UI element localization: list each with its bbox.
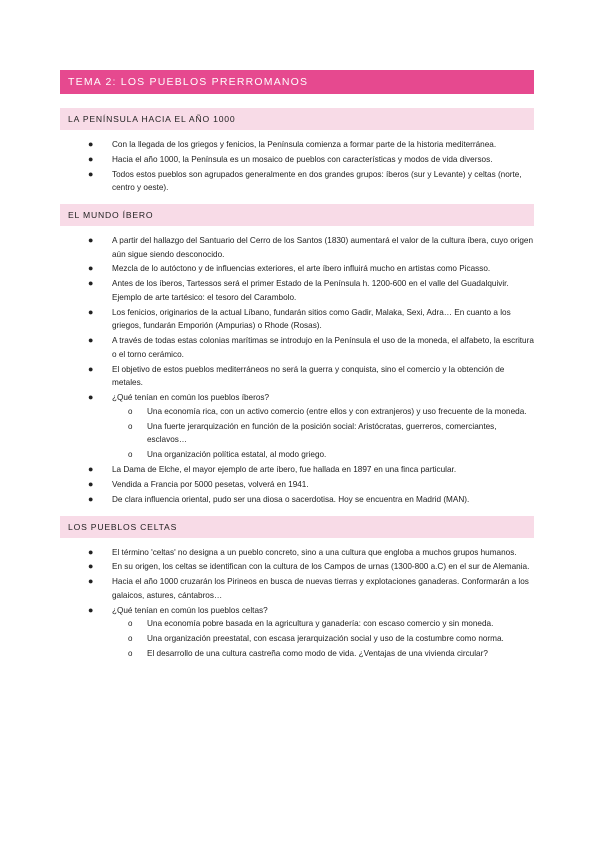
bullet-list [60,546,534,661]
bullet-icon: ● [88,335,94,346]
sub-bullet-list [112,617,534,660]
bullet-icon: ● [88,363,94,374]
bullet-icon: ● [88,479,94,490]
bullet-icon: ● [88,546,94,557]
bullet-icon: ● [88,493,94,504]
bullet-icon: ● [88,278,94,289]
list-item: ● Antes de los íberos, Tartessos será el primer Estado de la Península h. 1200-600 en el valle del Guadalquivir. Ejemplo de arte tartésico: el tesoro del Carambolo. [88,278,509,302]
bullet-icon: ● [88,153,94,164]
circle-bullet-icon: o [128,619,133,629]
list-item: ● Hacia el año 1000, la Península es un mosaico de pueblos con características y modos de vida diversos. [60,153,534,167]
bullet-icon: ● [88,576,94,587]
list-item: ● A partir del hallazgo del Santuario del Cerro de los Santos (1830) aumentará el valor de la cultura íbera, cuyo origen aún sigue siendo desconocido. [88,234,533,259]
circle-bullet-icon: o [128,406,133,416]
document-page [60,70,534,670]
bullet-icon: ● [88,139,94,149]
bullet-icon: ● [88,392,94,403]
bullet-list [60,234,534,507]
bullet-list [60,138,534,195]
list-item: ● Mezcla de lo autóctono y de influencias exteriores, el arte íbero influirá mucho en artistas como Picasso. [60,262,534,276]
list-item: ● La Dama de Elche, el mayor ejemplo de arte íbero, fue hallada en 1897 en una finca particular. [60,463,534,477]
bullet-icon: ● [88,306,94,317]
list-item: ● Todos estos pueblos son agrupados generalmente en dos grandes grupos: íberos (sur y Levante) y celtas (norte, centro y oeste). [88,168,522,193]
sub-list-item: o Una economía rica, con un activo comercio (entre ellos y con extranjeros) y uso frecuente de la moneda. [112,405,534,419]
section-heading-mundo-ibero: EL MUNDO ÍBERO [60,204,534,226]
bullet-icon: ● [88,464,94,475]
bullet-icon: ● [88,168,94,179]
list-item: ● Hacia el año 1000 cruzarán los Pirineos en busca de nuevas tierras y explotaciones ganaderas. Conformarán a los galaicos, astures, cántabros… [88,576,529,600]
sub-list-item: o Una organización política estatal, al modo griego. [112,448,534,462]
circle-bullet-icon: o [128,634,133,644]
list-item: ● Los fenicios, originarios de la actual Líbano, fundarán sitios como Gadir, Malaka, Sexi, Adra… En cuanto a los griegos, fundarán Emporión (Ampurias) o Rhode (Rosas). [88,306,511,331]
bullet-icon: ● [88,234,94,245]
circle-bullet-icon: o [128,649,133,659]
page-title: TEMA 2: LOS PUEBLOS PRERROMANOS [60,70,534,94]
list-item: ● A través de todas estas colonias marítimas se introdujo en la Península el uso de la moneda, el alfabeto, la escritura o el torno cerámico. [88,335,534,359]
sub-list-item: o Una fuerte jerarquización en función de la posición social: Aristócratas, guerreros, comerciantes, esclavos… [128,421,497,445]
list-item: ● El objetivo de estos pueblos mediterráneos no será la guerra y conquista, sino el comercio y la obtención de metales. [88,363,505,388]
bullet-icon: ● [88,604,94,615]
list-item: ● Con la llegada de los griegos y fenicios, la Península comienza a formar parte de la historia mediterránea. [60,138,534,152]
sub-list-item: o Una economía pobre basada en la agricultura y ganadería: con escaso comercio y sin moneda. [112,617,534,631]
list-item: ● El término 'celtas' no designa a un pueblo concreto, sino a una cultura que engloba a muchos grupos humanos. [60,546,534,560]
circle-bullet-icon: o [128,421,133,431]
sub-list-item: o El desarrollo de una cultura castreña como modo de vida. ¿Ventajas de una vivienda circular? [112,647,534,661]
list-item: ● ¿Qué tenían en común los pueblos íberos? o Una economía rica, con un activo comercio (entre ellos y con extranjeros) y uso frecuente de la moneda. o Una fuerte jerarquización en función de la posición social: Aristócratas, guerreros, comerciantes, esclavos… o Una organización política estatal, al modo griego. [60,391,534,462]
bullet-icon: ● [88,561,94,572]
circle-bullet-icon: o [128,450,133,460]
list-item: ● ¿Qué tenían en común los pueblos celtas? o Una economía pobre basada en la agricultura y ganadería: con escaso comercio y sin moneda. o Una organización preestatal, con escasa jerarquización social y uso de la costumbre como norma. o El desarrollo de una cultura castreña como modo de vida. ¿Ventajas de una vivienda circular? [60,604,534,661]
section-heading-peninsula: LA PENÍNSULA HACIA EL AÑO 1000 [60,108,534,130]
sub-bullet-list [112,405,534,462]
list-item: ● Vendida a Francia por 5000 pesetas, volverá en 1941. [60,478,534,492]
bullet-icon: ● [88,263,94,274]
list-item: ● En su origen, los celtas se identifican con la cultura de los Campos de urnas (1300-800 a.C) en el sur de Alemania. [60,560,534,574]
sub-list-item: o Una organización preestatal, con escasa jerarquización social y uso de la costumbre como norma. [112,632,534,646]
section-heading-pueblos-celtas: LOS PUEBLOS CELTAS [60,516,534,538]
list-item: ● De clara influencia oriental, pudo ser una diosa o sacerdotisa. Hoy se encuentra en Madrid (MAN). [60,493,534,507]
